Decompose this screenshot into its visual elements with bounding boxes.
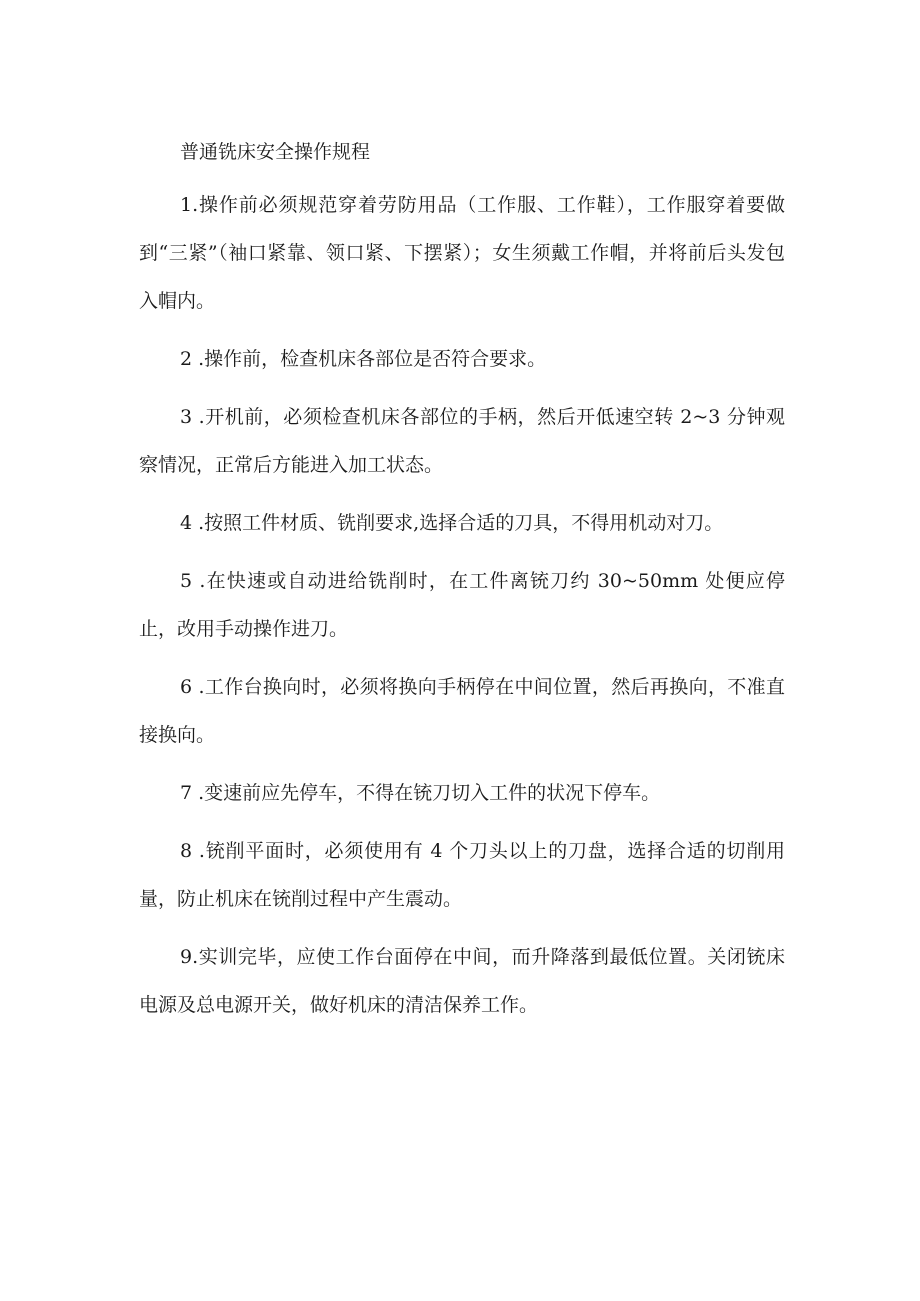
paragraph-4: 4 .按照工件材质、铣削要求,选择合适的刀具，不得用机动对刀。 <box>180 512 724 534</box>
paragraph-1: 1.操作前必须规范穿着劳防用品（工作服、工作鞋），工作服穿着要做到“三紧”（袖口紧靠、领口紧、下摆紧）；女生须戴工作帽，并将前后头发包入帽内。 <box>139 194 785 312</box>
document-page <box>139 133 785 1029</box>
paragraph-8: 8 .铳削平面时，必须使用有 4 个刀头以上的刀盘，选择合适的切削用量，防止机床在铳削过程中产生震动。 <box>139 840 785 910</box>
paragraph-7: 7 .变速前应先停车，不得在铳刀切入工件的状况下停车。 <box>180 782 661 804</box>
document-title: 普通铣床安全操作规程 <box>180 141 371 163</box>
paragraph-5: 5 .在快速或自动进给铣削时，在工件离铳刀约 30~50mm 处便应停止，改用手动操作进刀。 <box>139 570 785 640</box>
paragraph-3: 3 .开机前，必须检查机床各部位的手柄，然后开低速空转 2~3 分钟观察情况，正常后方能进入加工状态。 <box>139 406 785 476</box>
paragraph-2: 2 .操作前，检查机床各部位是否符合要求。 <box>180 348 547 370</box>
paragraph-9: 9.实训完毕，应使工作台面停在中间，而升降落到最低位置。关闭铳床电源及总电源开关，做好机床的清洁保养工作。 <box>139 946 785 1016</box>
paragraph-6: 6 .工作台换向时，必须将换向手柄停在中间位置，然后再换向，不准直接换向。 <box>139 676 785 746</box>
